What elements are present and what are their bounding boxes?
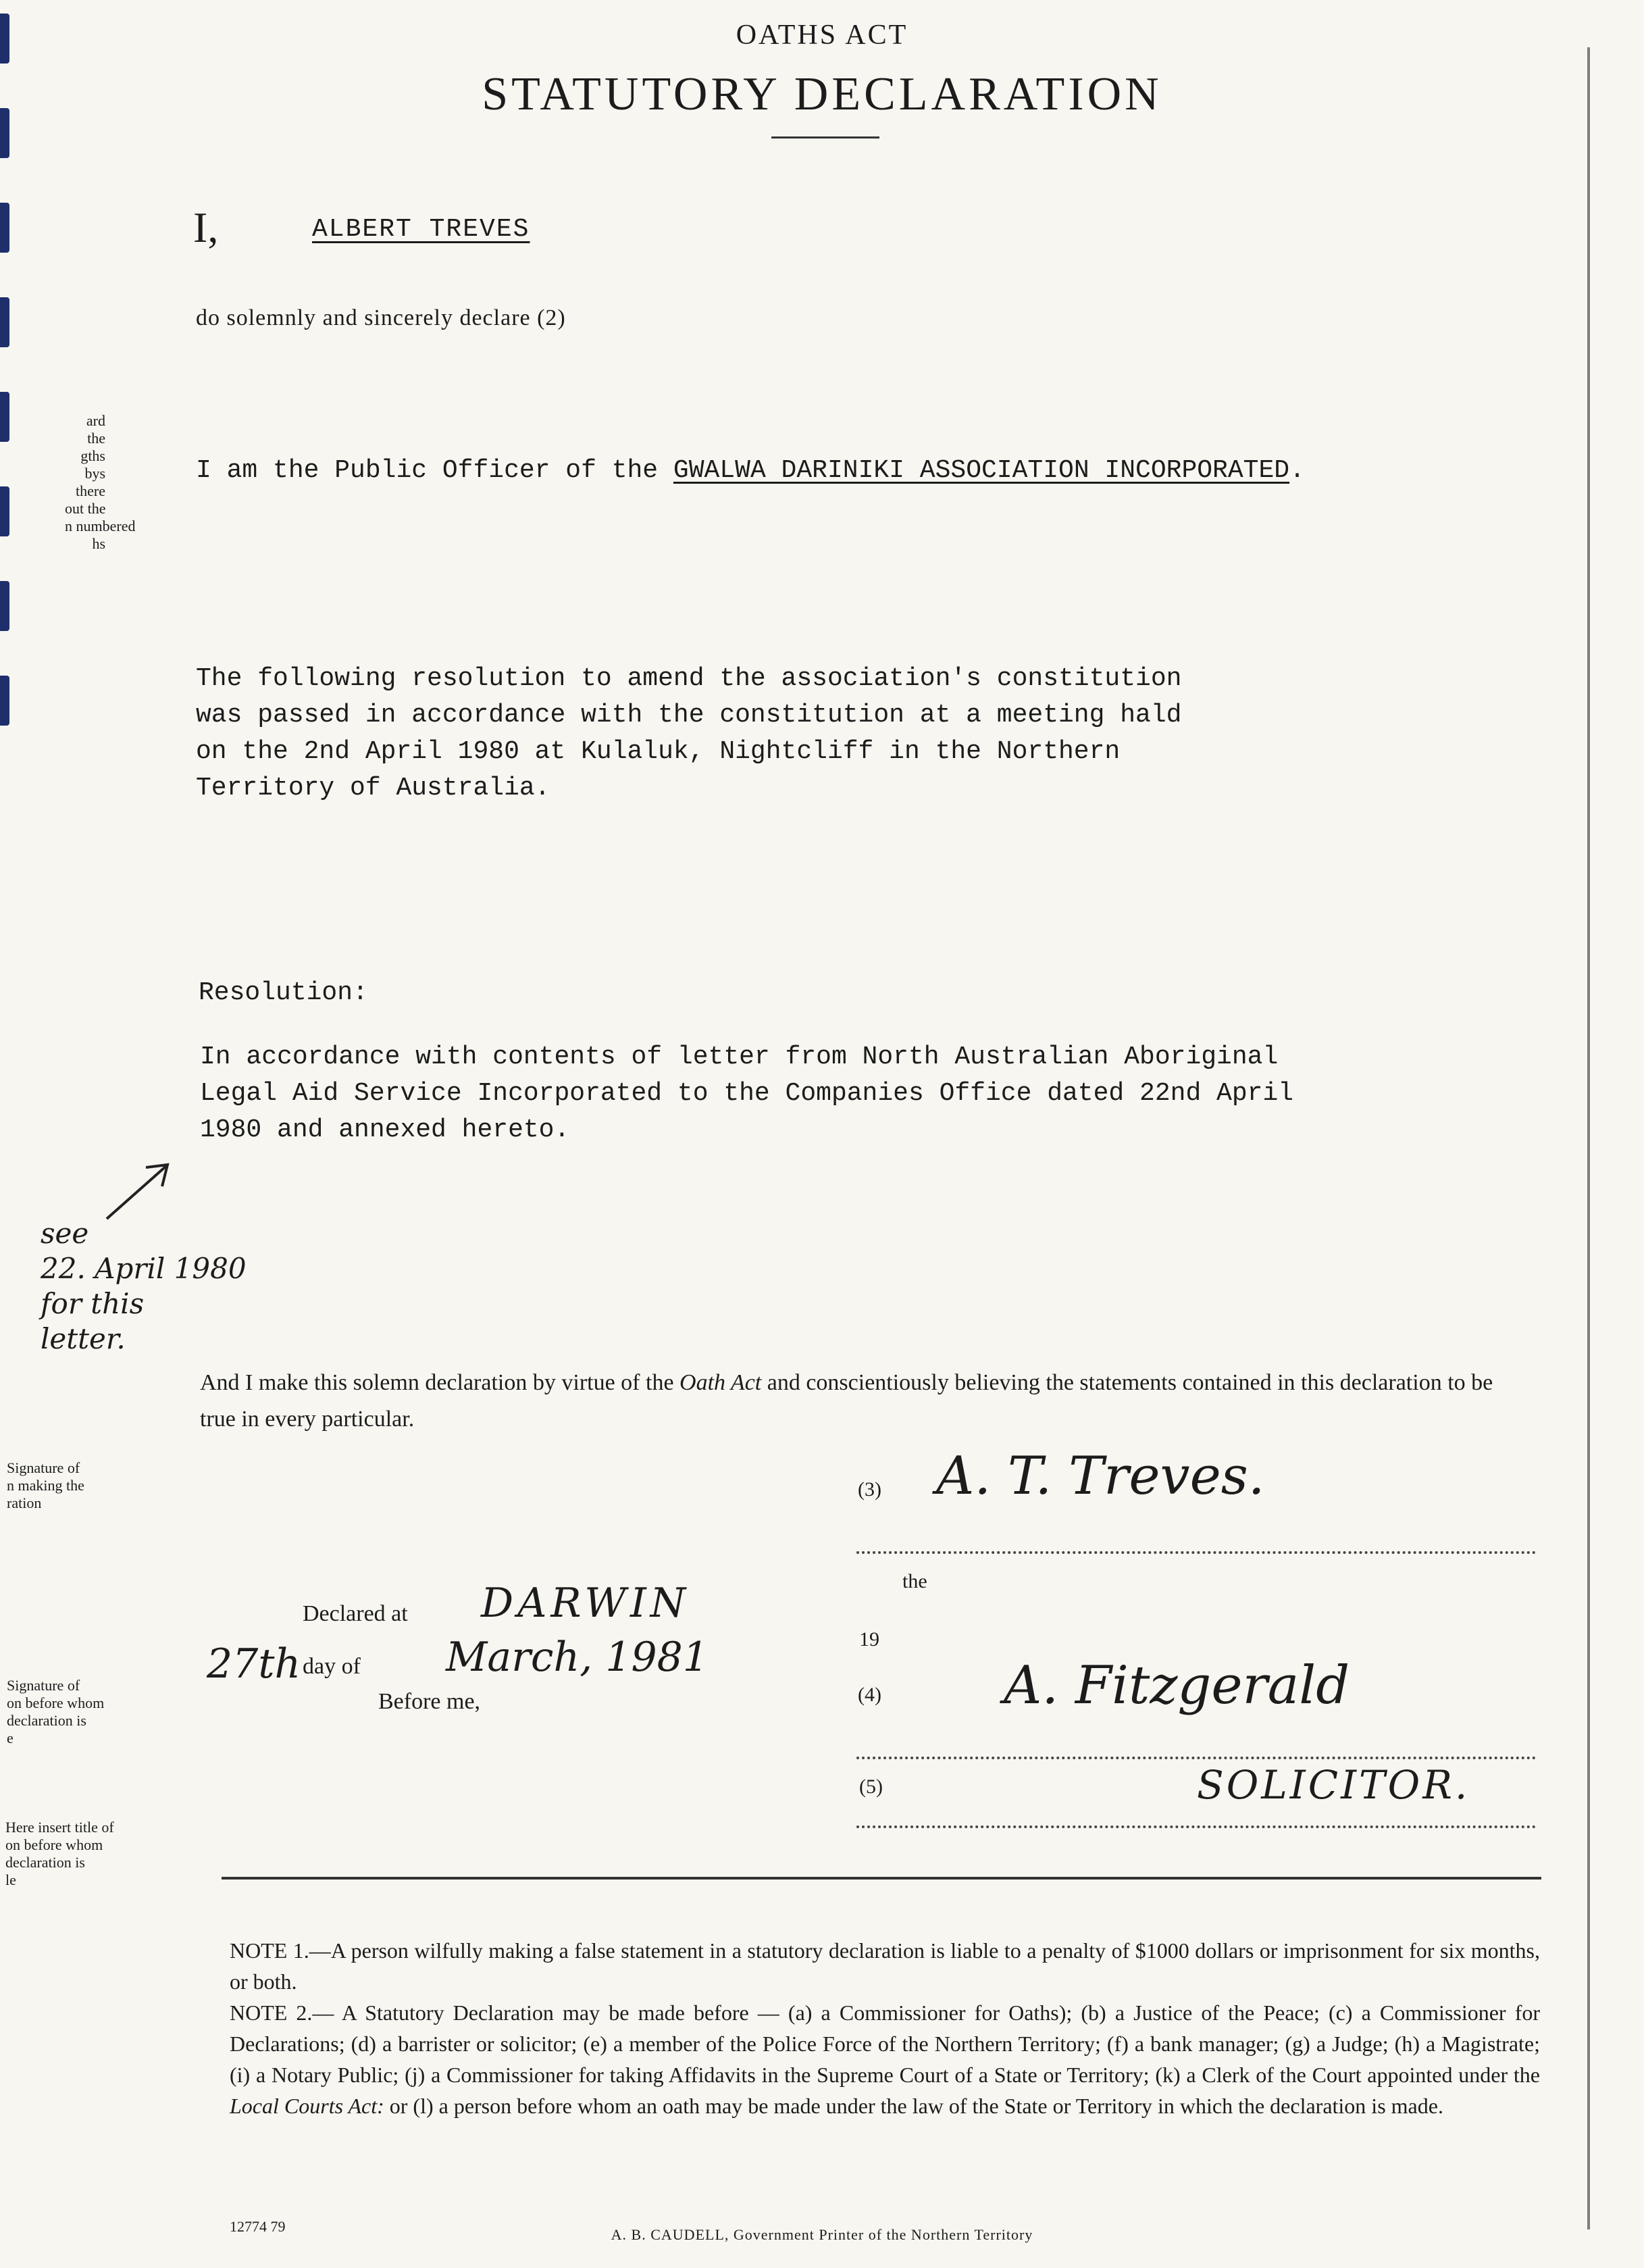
year-prefix: 19 xyxy=(859,1628,879,1650)
witness-signature: A. Fitzgerald xyxy=(1004,1655,1350,1716)
notes-section xyxy=(230,1935,1540,2121)
witness-title: SOLICITOR. xyxy=(1197,1762,1470,1808)
solemn-declaration-text: And I make this solemn declaration by virtue of the Oath Act and conscientiously believing the statements contained in this declaration to be true in every particular. xyxy=(200,1370,1493,1432)
arrow-icon xyxy=(101,1157,176,1224)
before-me-label: Before me, xyxy=(378,1689,481,1714)
binder-hole xyxy=(0,581,9,631)
declare-text: do solemnly and sincerely declare (2) xyxy=(196,305,566,330)
title-line-witness xyxy=(856,1825,1536,1828)
declared-place: DARWIN xyxy=(481,1580,690,1627)
local-courts-act-name: Local Courts Act: xyxy=(230,2094,384,2118)
marker-4: (4) xyxy=(858,1684,881,1706)
margin-fragment-signature-witness: Signature of on before whom declaration is e xyxy=(7,1677,105,1746)
margin-fragment-signature-declarant: Signature of n making the ration xyxy=(7,1459,84,1511)
form-code: 12774 79 xyxy=(230,2218,286,2235)
binder-hole xyxy=(0,297,9,347)
declarant-name: ALBERT TREVES xyxy=(312,215,530,244)
public-officer-statement: I am the Public Officer of the GWALWA DARINIKI ASSOCIATION INCORPORATED. xyxy=(196,456,1305,485)
resolution-passed-paragraph: The following resolution to amend the association's constitution was passed in accordance with the constitution at a meeting hald on the 2nd April 1980 at Kulaluk, Nightcliff in the Northern Territory of Australia. xyxy=(196,664,1182,803)
declared-date: March, 1981 xyxy=(446,1634,709,1681)
binder-hole xyxy=(0,392,9,442)
resolution-text: In accordance with contents of letter from North Australian Aboriginal Legal Aid Service Incorporated to the Companies Office dated 22nd April 1980 and annexed hereto. xyxy=(200,1042,1294,1144)
notes-divider xyxy=(222,1877,1541,1880)
declarant-signature: A. T. Treves. xyxy=(936,1446,1265,1507)
act-heading: OATHS ACT xyxy=(736,20,908,51)
day-of-label: day of xyxy=(303,1654,361,1679)
oath-act-name: Oath Act xyxy=(679,1370,762,1395)
title-underline xyxy=(771,136,879,138)
right-border-line xyxy=(1587,47,1590,2229)
printer-credit: A. B. CAUDELL, Government Printer of the Northern Territory xyxy=(611,2226,1033,2243)
margin-fragment-title-witness: Here insert title of on before whom declaration is le xyxy=(5,1819,114,1888)
marker-5: (5) xyxy=(859,1775,883,1798)
binder-hole xyxy=(0,486,9,536)
handwritten-margin-note: see 22. April 1980 for this letter. xyxy=(41,1217,247,1355)
association-name: GWALWA DARINIKI ASSOCIATION INCORPORATED xyxy=(673,456,1290,485)
signature-line-witness xyxy=(856,1757,1536,1759)
binder-hole xyxy=(0,203,9,253)
declared-at-label: Declared at xyxy=(303,1601,408,1626)
declarant-prefix: I, xyxy=(193,203,219,251)
page-title: STATUTORY DECLARATION xyxy=(482,68,1162,120)
binder-hole xyxy=(0,676,9,726)
the-label: the xyxy=(902,1570,927,1592)
resolution-heading: Resolution: xyxy=(199,978,368,1007)
note-2: NOTE 2.— A Statutory Declaration may be made before — (a) a Commissioner for Oaths); (b) a Justice of the Peace; (c) a Commissioner for Declarations; (d) a barrister or solicitor; (e) a member of the Police Force of the Northern Territory; (f) a bank manager; (g) a Judge; (h) a Magistrate; (i) a Notary Public; (j) a Commissioner for taking Affidavits in the Supreme Court of a State or Territory; (k) a Clerk of the Court appointed under the Local Courts Act: or (l) a person before whom an oath may be made under the law of the State or Territory in which the declaration is made. xyxy=(230,2000,1540,2118)
marker-3: (3) xyxy=(858,1478,881,1501)
declared-day: 27th xyxy=(207,1640,301,1688)
note-1: NOTE 1.—A person wilfully making a false statement in a statutory declaration is liable to a penalty of $1000 dollars or imprisonment for six months, or both. xyxy=(230,1938,1540,1994)
margin-fragment-instructions: ard the gths bys there out the n numbered hs xyxy=(65,412,136,552)
signature-line-declarant xyxy=(856,1551,1536,1554)
